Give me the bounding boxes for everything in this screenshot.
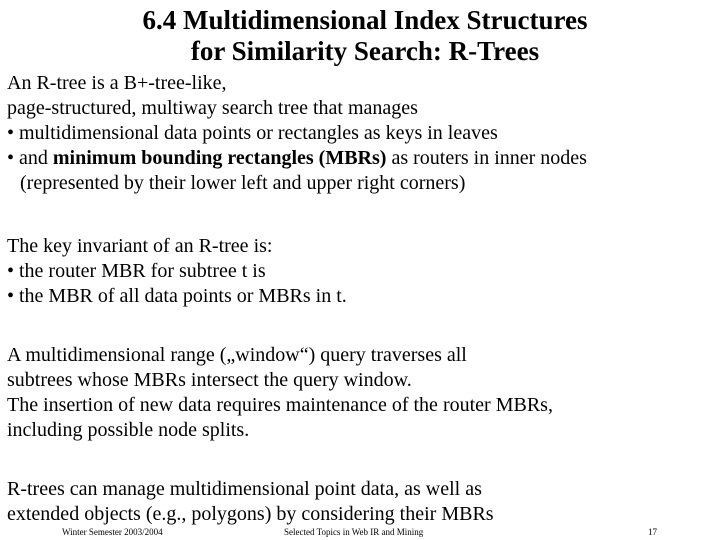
query-line-1: A multidimensional range („window“) query traverses all — [7, 344, 467, 366]
footer-page-number: 17 — [648, 527, 657, 537]
intro-bullet-2 — [7, 146, 719, 171]
invariant-paragraph — [7, 234, 719, 309]
intro-note: (represented by their lower left and upper right corners) — [20, 172, 466, 194]
extended-line-2: extended objects (e.g., polygons) by considering their MBRs — [7, 503, 494, 525]
extended-paragraph — [7, 477, 719, 527]
intro-paragraph — [7, 71, 719, 196]
extended-line-1: R-trees can manage multidimensional point data, as well as — [7, 478, 482, 500]
invariant-bullet-1: • the router MBR for subtree t is — [7, 260, 266, 282]
footer-course-title: Selected Topics in Web IR and Mining — [284, 527, 424, 537]
intro-bullet-2-prefix: • and — [7, 147, 53, 169]
invariant-bullet-2: • the MBR of all data points or MBRs in t. — [7, 285, 347, 307]
query-line-2: subtrees whose MBRs intersect the query window. — [7, 369, 412, 391]
intro-bullet-1: • multidimensional data points or rectangles as keys in leaves — [7, 122, 498, 144]
slide-title — [0, 5, 720, 67]
invariant-line-1: The key invariant of an R-tree is: — [7, 235, 273, 257]
mbr-term: minimum bounding rectangles (MBRs) — [52, 147, 387, 169]
intro-line-1: An R-tree is a B+-tree-like, — [7, 72, 227, 94]
intro-bullet-2-suffix: as routers in inner nodes — [386, 147, 587, 169]
footer-semester: Winter Semester 2003/2004 — [62, 527, 163, 537]
intro-line-2: page-structured, multiway search tree that manages — [7, 97, 418, 119]
title-line-1: 6.4 Multidimensional Index Structures — [142, 5, 588, 35]
query-line-4: including possible node splits. — [7, 419, 250, 441]
query-paragraph — [7, 343, 719, 443]
title-line-2: for Similarity Search: R-Trees — [190, 36, 540, 66]
query-line-3: The insertion of new data requires maintenance of the router MBRs, — [7, 394, 553, 416]
